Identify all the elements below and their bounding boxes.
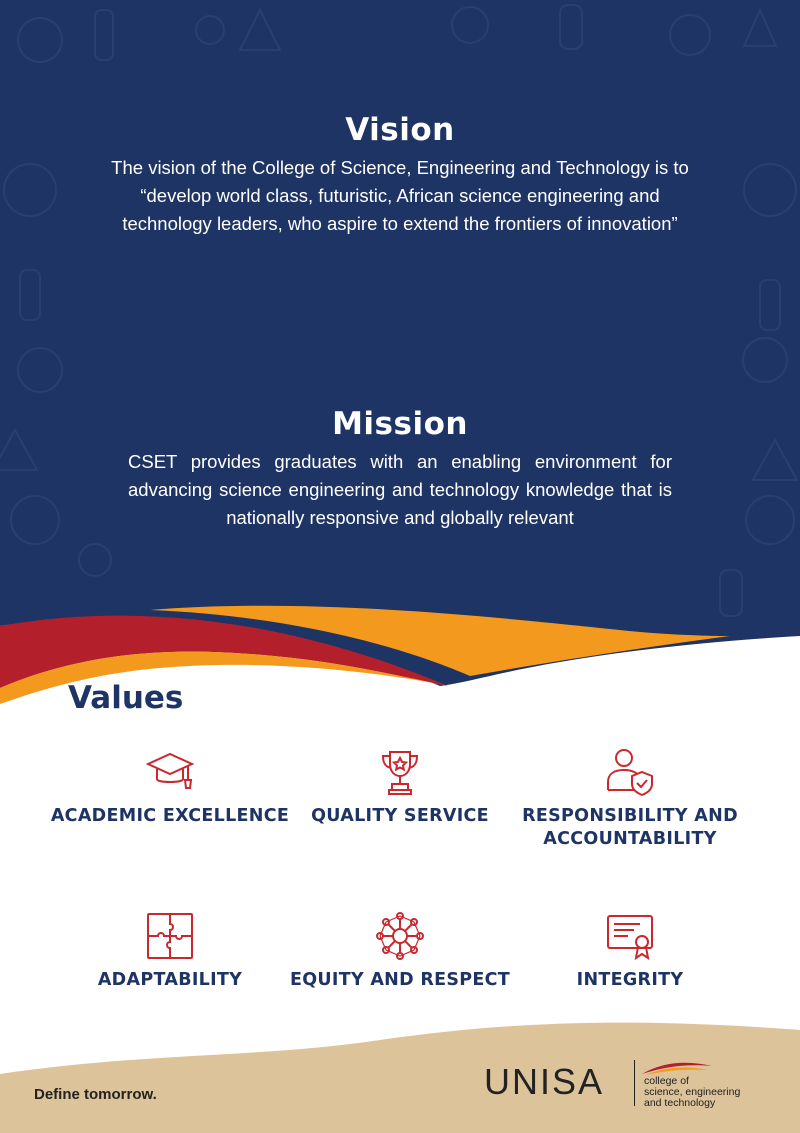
tagline: Define tomorrow. — [34, 1086, 157, 1103]
trophy-icon — [374, 746, 426, 798]
logo-wordmark: UNISA — [484, 1061, 605, 1102]
value-quality-service — [280, 746, 520, 828]
unisa-logo — [484, 1058, 744, 1110]
mission-text: CSET provides graduates with an enabling environment for advancing science engineering and technology knowledge that is nationally responsive and globally relevant — [128, 451, 672, 528]
value-academic-excellence — [50, 746, 290, 828]
vision-text: The vision of the College of Science, Engineering and Technology is to “develop world class, futuristic, African science engineering and technology leaders, who aspire to extend the frontiers of innovation” — [111, 157, 689, 234]
mission-title: Mission — [332, 406, 468, 442]
certificate-icon — [604, 910, 656, 962]
puzzle-icon — [144, 910, 196, 962]
logo-divider — [634, 1060, 635, 1106]
value-adaptability — [50, 910, 290, 992]
value-label: QUALITY SERVICE — [311, 806, 489, 826]
value-label: RESPONSIBILITY AND ACCOUNTABILITY — [522, 806, 738, 849]
logo-sub-line-2: science, engineering — [644, 1086, 741, 1098]
value-label: ACADEMIC EXCELLENCE — [50, 806, 290, 826]
value-label: INTEGRITY — [576, 970, 684, 990]
graduation-cap-icon — [144, 746, 196, 798]
logo-swoosh-icon — [642, 1060, 712, 1076]
value-equity-respect — [280, 910, 520, 992]
logo-subtitle — [644, 1076, 754, 1109]
value-label: EQUITY AND RESPECT — [289, 970, 511, 990]
value-responsibility-accountability — [510, 746, 750, 851]
logo-sub-line-3: and technology — [644, 1097, 716, 1109]
mission-section — [110, 406, 690, 532]
values-title: Values — [68, 680, 184, 716]
value-integrity — [510, 910, 750, 992]
vision-title: Vision — [345, 112, 455, 148]
logo-sub-line-1: college of — [644, 1075, 689, 1087]
people-network-icon — [374, 910, 426, 962]
person-shield-icon — [604, 746, 656, 798]
value-label: ADAPTABILITY — [97, 970, 243, 990]
vision-section — [110, 112, 690, 238]
